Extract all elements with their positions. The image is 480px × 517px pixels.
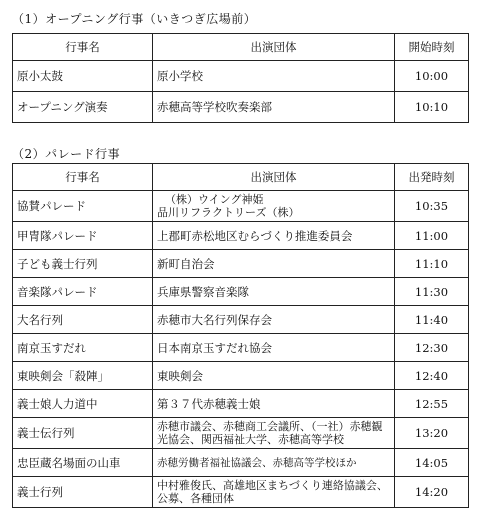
departure-time: 11:40	[395, 306, 469, 334]
parade-events-table	[12, 163, 469, 508]
departure-time: 14:20	[395, 477, 469, 508]
performer: 中村雅俊氏、高雄地区まちづくり連絡協議会、公募、各種団体	[153, 477, 395, 508]
departure-time: 13:20	[395, 418, 469, 449]
section1-heading: （1）オープニング行事（いきつぎ広場前）	[12, 12, 257, 26]
table-row	[13, 334, 469, 362]
departure-time: 11:30	[395, 278, 469, 306]
table-row	[13, 477, 469, 508]
table-row	[13, 449, 469, 477]
table-row	[13, 362, 469, 390]
performer-line: （株）ウイング神姫	[165, 193, 264, 206]
event-name: 大名行列	[13, 306, 153, 334]
column-header-performer: 出演団体	[153, 164, 395, 191]
performer: 原小学校	[153, 61, 395, 92]
start-time: 10:00	[395, 61, 469, 92]
event-name: オープニング演奏	[13, 92, 153, 123]
performer-line: 品川リフラクトリーズ（株）	[157, 206, 300, 219]
table-row	[13, 278, 469, 306]
event-name: 義士行列	[13, 477, 153, 508]
column-header-event: 行事名	[13, 164, 153, 191]
event-name: 音楽隊パレード	[13, 278, 153, 306]
event-name: 義士伝行列	[13, 418, 153, 449]
table-row	[13, 92, 469, 123]
table-header-row	[13, 34, 469, 61]
departure-time: 14:05	[395, 449, 469, 477]
performer: 新町自治会	[153, 250, 395, 278]
performer: 第３７代赤穂義士娘	[153, 390, 395, 418]
table-row	[13, 418, 469, 449]
event-name: 子ども義士行列	[13, 250, 153, 278]
column-header-event: 行事名	[13, 34, 153, 61]
column-header-performer: 出演団体	[153, 34, 395, 61]
event-name: 東映剣会「殺陣」	[13, 362, 153, 390]
performer: 赤穂市議会、赤穂商工会議所、（一社）赤穂観光協会、関西福祉大学、赤穂高等学校	[153, 418, 395, 449]
departure-time: 11:10	[395, 250, 469, 278]
column-header-start-time: 開始時刻	[395, 34, 469, 61]
start-time: 10:10	[395, 92, 469, 123]
table-header-row	[13, 164, 469, 191]
departure-time: 12:30	[395, 334, 469, 362]
performer: 日本南京玉すだれ協会	[153, 334, 395, 362]
table-row	[13, 61, 469, 92]
event-name: 甲冑隊パレード	[13, 222, 153, 250]
event-name: 義士娘人力道中	[13, 390, 153, 418]
section2-heading: （2）パレード行事	[12, 147, 121, 161]
table-row	[13, 390, 469, 418]
event-name: 南京玉すだれ	[13, 334, 153, 362]
performer: 赤穂高等学校吹奏楽部	[153, 92, 395, 123]
performer: 上郡町赤松地区むらづくり推進委員会	[153, 222, 395, 250]
performer: 赤穂労働者福祉協議会、赤穂高等学校ほか	[153, 449, 395, 477]
opening-events-table	[12, 33, 469, 123]
performer: 東映剣会	[153, 362, 395, 390]
departure-time: 12:55	[395, 390, 469, 418]
table-row	[13, 250, 469, 278]
performer	[153, 191, 395, 222]
departure-time: 10:35	[395, 191, 469, 222]
departure-time: 11:00	[395, 222, 469, 250]
event-name: 原小太鼓	[13, 61, 153, 92]
event-name: 協賛パレード	[13, 191, 153, 222]
event-name: 忠臣蔵名場面の山車	[13, 449, 153, 477]
performer: 兵庫県警察音楽隊	[153, 278, 395, 306]
performer: 赤穂市大名行列保存会	[153, 306, 395, 334]
column-header-departure-time: 出発時刻	[395, 164, 469, 191]
table-row	[13, 222, 469, 250]
table-row	[13, 306, 469, 334]
departure-time: 12:40	[395, 362, 469, 390]
table-row	[13, 191, 469, 222]
